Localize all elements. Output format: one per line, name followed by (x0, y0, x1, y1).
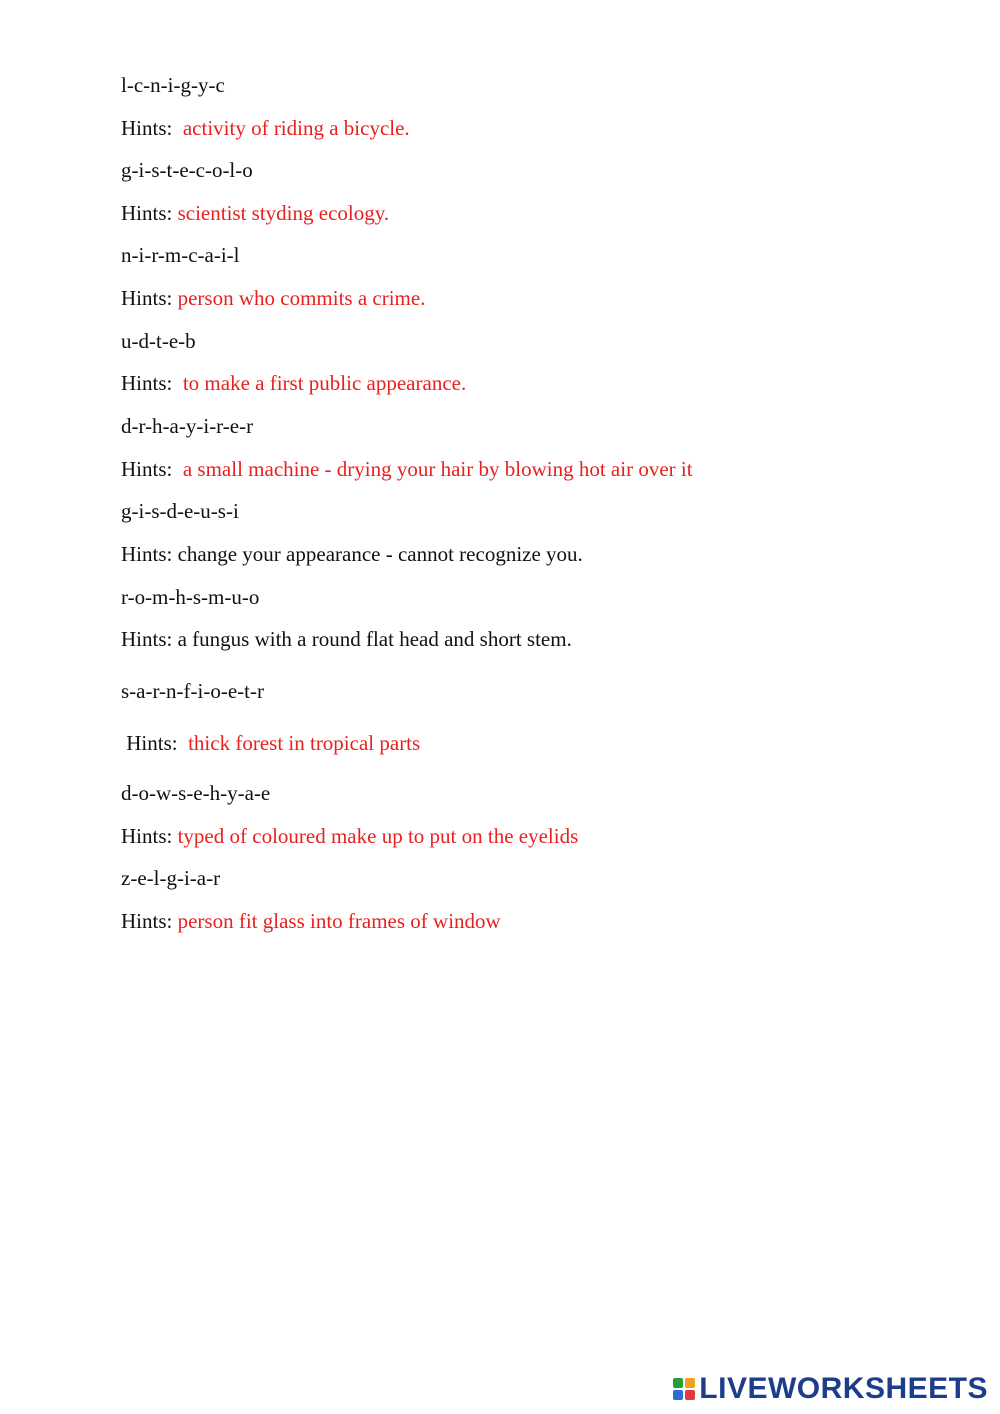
hint-line-8 (121, 730, 420, 756)
logo-square-blue (673, 1390, 683, 1400)
hint-label: Hints: (121, 731, 189, 755)
hint-text-10: person fit glass into frames of window (177, 909, 501, 933)
scrambled-word-8: s-a-r-n-f-i-o-e-t-r (121, 679, 264, 703)
scrambled-word-1: l-c-n-i-g-y-c (121, 73, 225, 97)
logo-text: LIVEWORKSHEETS (699, 1372, 988, 1405)
hint-line-5 (121, 456, 693, 482)
logo-square-orange (685, 1378, 695, 1388)
scrambled-word-2: g-i-s-t-e-c-o-l-o (121, 158, 253, 182)
hint-label: Hints: (121, 627, 178, 651)
hint-text-7: a fungus with a round flat head and short stem. (177, 627, 572, 651)
hint-text-6: change your appearance - cannot recognize you. (177, 542, 583, 566)
scrambled-word-7: r-o-m-h-s-m-u-o (121, 585, 260, 609)
hint-text-1: activity of riding a bicycle. (182, 116, 410, 140)
liveworksheets-logo-icon (673, 1378, 695, 1400)
hint-text-4: to make a first public appearance. (182, 371, 467, 395)
hint-label: Hints: (121, 909, 178, 933)
hint-label: Hints: (121, 371, 183, 395)
hint-line-10 (121, 908, 501, 934)
hint-line-4 (121, 370, 466, 396)
hint-text-5: a small machine - drying your hair by blowing hot air over it (182, 457, 693, 481)
scrambled-word-10: z-e-l-g-i-a-r (121, 866, 221, 890)
hint-text-8: thick forest in tropical parts (188, 731, 421, 755)
hint-line-1 (121, 115, 410, 141)
scrambled-word-4: u-d-t-e-b (121, 329, 196, 353)
hint-label: Hints: (121, 824, 178, 848)
scrambled-word-3: n-i-r-m-c-a-i-l (121, 243, 240, 267)
scrambled-word-5: d-r-h-a-y-i-r-e-r (121, 414, 254, 438)
scrambled-word-9: d-o-w-s-e-h-y-a-e (121, 781, 271, 805)
hint-label: Hints: (121, 116, 183, 140)
hint-text-3: person who commits a crime. (177, 286, 426, 310)
hint-text-9: typed of coloured make up to put on the eyelids (177, 824, 579, 848)
hint-label: Hints: (121, 201, 178, 225)
hint-label: Hints: (121, 542, 178, 566)
logo-square-green (673, 1378, 683, 1388)
logo-square-red (685, 1390, 695, 1400)
hint-label: Hints: (121, 286, 178, 310)
hint-text-2: scientist styding ecology. (177, 201, 390, 225)
hint-line-7 (121, 626, 572, 652)
hint-label: Hints: (121, 457, 183, 481)
hint-line-9 (121, 823, 578, 849)
hint-line-2 (121, 200, 389, 226)
hint-line-3 (121, 285, 425, 311)
hint-line-6 (121, 541, 583, 567)
scrambled-word-6: g-i-s-d-e-u-s-i (121, 499, 239, 523)
liveworksheets-logo (673, 1374, 988, 1404)
